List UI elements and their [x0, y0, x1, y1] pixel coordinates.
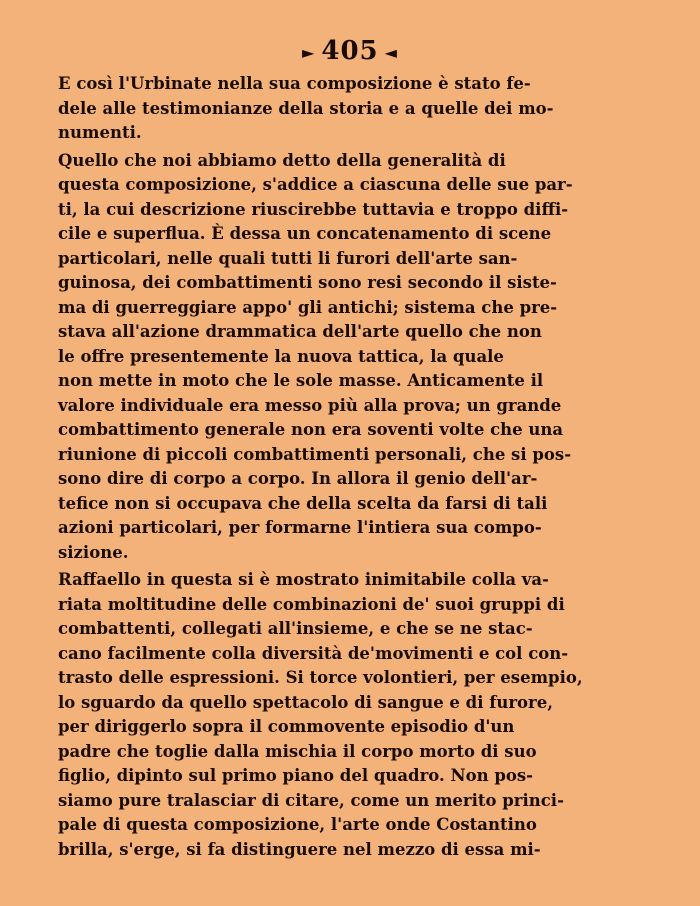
- text-line: padre che toglie dalla mischia il corpo morto di suo: [58, 741, 537, 761]
- text-line: cano facilmente colla diversità de'movimenti e col con-: [58, 643, 569, 663]
- text-line: brilla, s'erge, si fa distinguere nel mezzo di essa mi-: [58, 839, 541, 859]
- text-line: non mette in moto che le sole masse. Anticamente il: [58, 371, 544, 390]
- right-marker-icon: ◄: [384, 42, 398, 62]
- text-line: trasto delle espressioni. Si torce volontieri, per esempio,: [58, 668, 583, 687]
- text-line: figlio, dipinto sul primo piano del quadro. Non pos-: [58, 766, 534, 785]
- text-line: riunione di piccoli combattimenti personali, che si pos-: [58, 444, 572, 464]
- text-line: combattimento generale non era soventi volte che una: [58, 420, 564, 439]
- text-line: Quello che noi abbiamo detto della generalità di: [58, 150, 506, 170]
- text-line: dele alle testimonianze della storia e a quelle dei mo-: [58, 98, 554, 118]
- text-line: azioni particolari, per formarne l'intiera sua compo-: [58, 518, 542, 537]
- text-line: Raffaello in questa si è mostrato inimitabile colla va-: [58, 570, 549, 589]
- text-line: siamo pure tralasciar di citare, come un merito princi-: [58, 790, 564, 810]
- text-line: ma di guerreggiare appo' gli antichi; sistema che pre-: [58, 297, 558, 317]
- text-line: valore individuale era messo più alla prova; un grande: [58, 395, 562, 415]
- paragraph: [58, 568, 583, 862]
- text-line: le offre presentemente la nuova tattica, la quale: [58, 346, 504, 366]
- left-marker-icon: ►: [302, 42, 316, 62]
- body-text: [58, 72, 583, 862]
- text-line: E così l'Urbinate nella sua composizione è stato fe-: [58, 74, 531, 93]
- text-line: sono dire di corpo a corpo. In allora il genio dell'ar-: [58, 469, 538, 488]
- text-line: stava all'azione drammatica dell'arte quello che non: [58, 322, 542, 341]
- paragraph: [58, 72, 554, 146]
- text-line: numenti.: [58, 123, 142, 142]
- text-line: combattenti, collegati all'insieme, e che se ne stac-: [58, 619, 533, 638]
- text-line: lo sguardo da quello spettacolo di sangue e di furore,: [58, 692, 553, 712]
- text-line: cile e superflua. È dessa un concatenamento di scene: [58, 224, 552, 243]
- text-line: riata moltitudine delle combinazioni de' suoi gruppi di: [58, 594, 565, 614]
- page-number: 405: [321, 36, 379, 66]
- page-header: [0, 36, 700, 66]
- text-line: particolari, nelle quali tutti li furori dell'arte san-: [58, 248, 518, 268]
- text-line: sizione.: [58, 542, 129, 562]
- text-line: per diriggerlo sopra il commovente episodio d'un: [58, 717, 515, 736]
- text-line: tefice non si occupava che della scelta da farsi di tali: [58, 493, 548, 513]
- text-line: pale di questa composizione, l'arte onde Costantino: [58, 815, 537, 834]
- paragraph: [58, 149, 573, 566]
- text-line: questa composizione, s'addice a ciascuna delle sue par-: [58, 175, 573, 194]
- text-line: ti, la cui descrizione riuscirebbe tuttavia e troppo diffi-: [58, 199, 569, 219]
- text-line: guinosa, dei combattimenti sono resi secondo il siste-: [58, 273, 557, 292]
